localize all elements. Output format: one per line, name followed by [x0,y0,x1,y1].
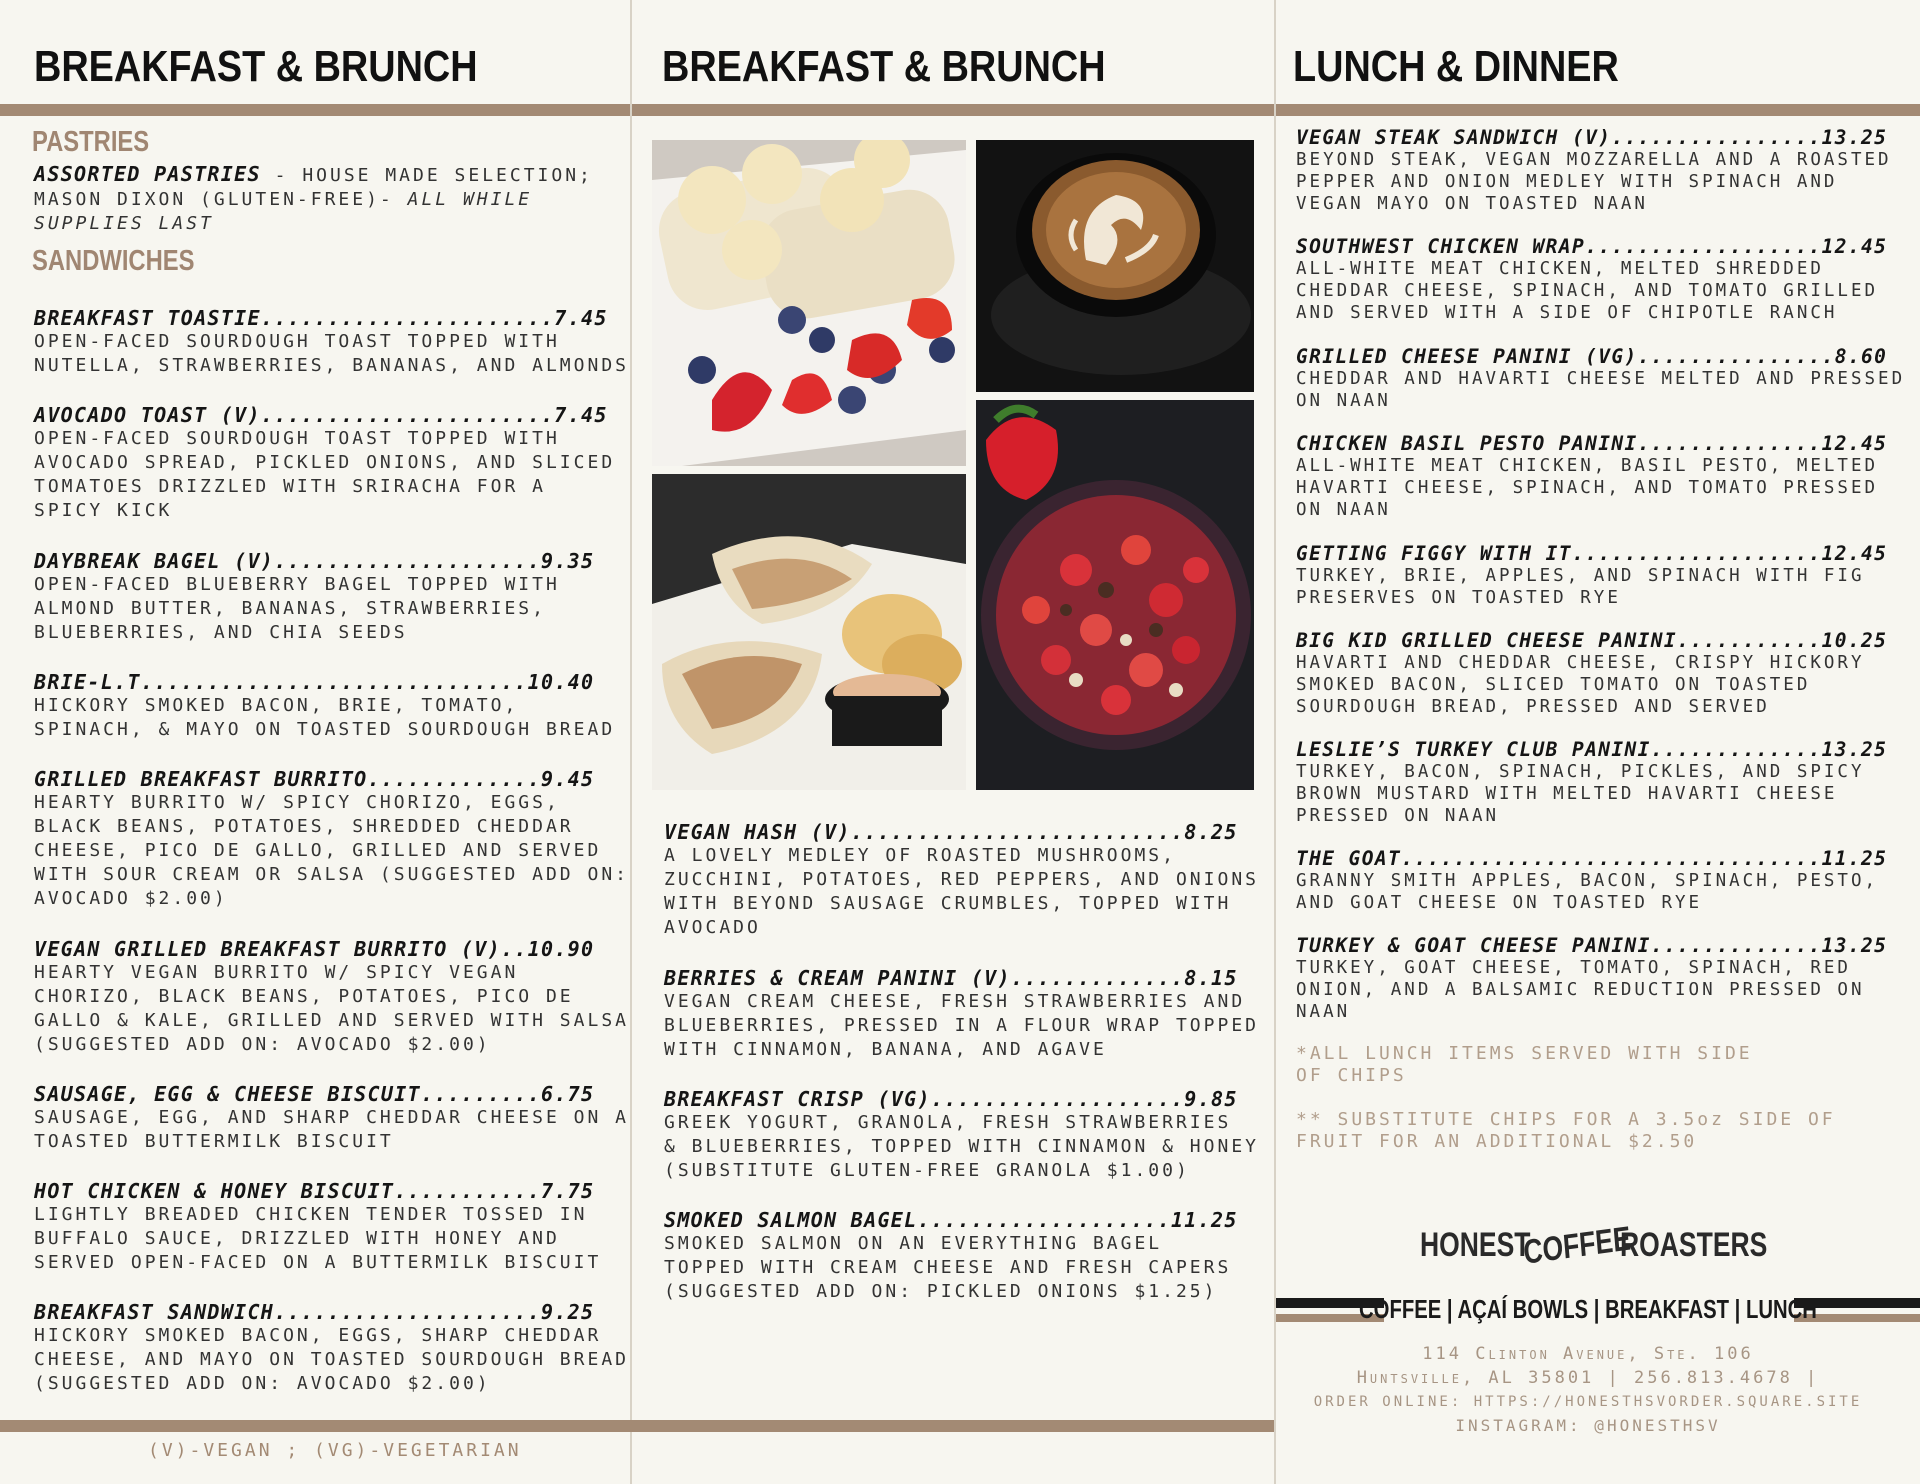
menu-item-description: ALL-WHITE MEAT CHICKEN, BASIL PESTO, MELTED HAVARTI CHEESE, SPINACH, AND TOMATO PRESSED ON NAAN [1296,456,1879,520]
menu-item-description: TURKEY, BACON, SPINACH, PICKLES, AND SPICY BROWN MUSTARD WITH MELTED HAVARTI CHEESE PRESSED ON NAAN [1296,762,1865,826]
chips-note: *ALL LUNCH ITEMS SERVED WITH SIDE OF CHIPS [1296,1043,1753,1086]
menu-item [34,767,629,911]
menu-item-title: AVOCADO TOAST (V)......................7.45 [34,403,608,427]
menu-item-title: TURKEY & GOAT CHEESE PANINI.............13.25 [1296,934,1888,957]
tagline: COFFEE | AÇAÍ BOWLS | BREAKFAST | LUNCH [1359,1294,1817,1324]
address-line: Huntsville, AL 35801 | 256.813.4678 | [1356,1368,1820,1388]
header-divider [0,104,630,116]
section-title-pastries: PASTRIES [32,126,150,158]
footer-divider [0,1420,1274,1432]
menu-item-description: HICKORY SMOKED BACON, BRIE, TOMATO, SPINACH, & MAYO ON TOASTED SOURDOUGH BREAD [34,695,616,740]
menu-item [34,1082,629,1154]
pastries-item-text: ALL WHILE [407,189,533,210]
menu-item [34,670,615,742]
menu-item-title: VEGAN HASH (V).........................8.25 [664,820,1238,844]
fruit-substitute-note: ** SUBSTITUTE CHIPS FOR A 3.5oz SIDE OF FRUIT FOR AN ADDITIONAL $2.50 [1296,1109,1836,1152]
menu-item-title: CHICKEN BASIL PESTO PANINI..............12.45 [1296,432,1888,455]
menu-item-title: BIG KID GRILLED CHEESE PANINI...........10.25 [1296,629,1888,652]
menu-item [1296,433,1887,521]
menu-item-description: SAUSAGE, EGG, AND SHARP CHEDDAR CHEESE ON A TOASTED BUTTERMILK BISCUIT [34,1107,629,1152]
menu-item [1296,543,1887,609]
menu-item-title: SMOKED SALMON BAGEL...................11.25 [664,1208,1238,1232]
menu-item [664,820,1259,940]
menu-item-title: BRIE-L.T.............................10.40 [34,670,595,694]
menu-item-description: OPEN-FACED SOURDOUGH TOAST TOPPED WITH AVOCADO SPREAD, PICKLED ONIONS, AND SLICED TOMATOES DRIZZLED WITH SRIRACHA FOR A SPICY KICK [34,428,616,521]
menu-item-description: HEARTY BURRITO W/ SPICY CHORIZO, EGGS, BLACK BEANS, POTATOES, SHREDDED CHEDDAR CHEESE, PICO DE GALLO, GRILLED AND SERVED WITH SOUR CREAM OR SALSA (SUGGESTED ADD ON: AVOCADO $2.00) [34,792,629,909]
menu-item [34,549,594,645]
instagram-handle[interactable]: INSTAGRAM: @HONESTHSV [1455,1416,1721,1435]
menu-item [34,306,629,378]
page-title: BREAKFAST & BRUNCH [662,42,1106,91]
menu-item [1296,935,1887,1023]
menu-item-description: VEGAN CREAM CHEESE, FRESH STRAWBERRIES AND BLUEBERRIES, PRESSED IN A FLOUR WRAP TOPPED WITH CINNAMON, BANANA, AND AGAVE [664,991,1259,1060]
header-divider [1276,104,1920,116]
menu-item-description: GREEK YOGURT, GRANOLA, FRESH STRAWBERRIES & BLUEBERRIES, TOPPED WITH CINNAMON & HONEY (SUBSTITUTE GLUTEN-FREE GRANOLA $1.00) [664,1112,1259,1181]
pastries-item-text: - HOUSE MADE SELECTION; [260,165,593,186]
brand-logo [1276,1218,1920,1278]
page-title: LUNCH & DINNER [1293,42,1619,91]
menu-item-description: TURKEY, BRIE, APPLES, AND SPINACH WITH FIG PRESERVES ON TOASTED RYE [1296,566,1865,608]
menu-item [1296,236,1887,324]
pastries-item-text: SUPPLIES LAST [34,213,214,234]
pastries-item-text: MASON DIXON (GLUTEN-FREE)- [34,189,408,210]
menu-item-title: HOT CHICKEN & HONEY BISCUIT...........7.75 [34,1179,595,1203]
menu-item [1296,739,1887,827]
menu-item-title: BREAKFAST SANDWICH....................9.25 [34,1300,595,1324]
menu-item [664,966,1259,1062]
menu-item [664,1087,1259,1183]
pastries-item-name: ASSORTED PASTRIES [34,162,261,186]
menu-item-title: DAYBREAK BAGEL (V)....................9.35 [34,549,595,573]
menu-item [34,937,629,1057]
photo-acai-bowl [976,400,1254,790]
menu-item-title: BREAKFAST TOASTIE......................7.45 [34,306,608,330]
menu-item-description: OPEN-FACED SOURDOUGH TOAST TOPPED WITH NUTELLA, STRAWBERRIES, BANANAS, AND ALMONDS [34,331,629,376]
dietary-legend: (V)-VEGAN ; (VG)-VEGETARIAN [148,1440,522,1461]
menu-item-description: HAVARTI AND CHEDDAR CHEESE, CRISPY HICKORY SMOKED BACON, SLICED TOMATO ON TOASTED SOURDOUGH BREAD, PRESSED AND SERVED [1296,653,1865,717]
menu-item-description: SMOKED SALMON ON AN EVERYTHING BAGEL TOPPED WITH CREAM CHEESE AND FRESH CAPERS (SUGGESTED ADD ON: PICKLED ONIONS $1.25) [664,1233,1232,1302]
menu-item [34,1179,601,1275]
menu-item-description: BEYOND STEAK, VEGAN MOZZARELLA AND A ROASTED PEPPER AND ONION MEDLEY WITH SPINACH AND VEGAN MAYO ON TOASTED NAAN [1296,150,1892,214]
column-divider [630,0,632,1484]
menu-item-title: BERRIES & CREAM PANINI (V).............8.15 [664,966,1238,990]
logo-word-roasters: ROASTERS [1620,1226,1768,1264]
menu-item-description: CHEDDAR AND HAVARTI CHEESE MELTED AND PRESSED ON NAAN [1296,369,1906,411]
photo-latte [976,140,1254,392]
logo-word-honest: HONEST [1420,1226,1531,1264]
menu-item-description: OPEN-FACED BLUEBERRY BAGEL TOPPED WITH ALMOND BUTTER, BANANAS, STRAWBERRIES, BLUEBERRIES, AND CHIA SEEDS [34,574,560,643]
menu-item-title: BREAKFAST CRISP (VG)...................9.85 [664,1087,1238,1111]
logo-word-coffee: COFFEE [1522,1219,1633,1272]
menu-item-description: GRANNY SMITH APPLES, BACON, SPINACH, PESTO, AND GOAT CHEESE ON TOASTED RYE [1296,871,1879,913]
order-online-link[interactable]: ORDER ONLINE: HTTPS://HONESTHSVORDER.SQUARE.SITE [1313,1394,1863,1410]
menu-item [1296,346,1905,412]
menu-item [34,403,615,523]
menu-item-title: THE GOAT................................11.25 [1296,847,1888,870]
pastries-description [34,162,593,236]
menu-item-description: HEARTY VEGAN BURRITO W/ SPICY VEGAN CHORIZO, BLACK BEANS, POTATOES, PICO DE GALLO & KALE, GRILLED AND SERVED WITH SALSA (SUGGESTED ADD ON: AVOCADO $2.00) [34,962,629,1055]
menu-item [1296,127,1892,215]
menu-item-title: SOUTHWEST CHICKEN WRAP..................12.45 [1296,235,1888,258]
menu-item [1296,630,1887,718]
menu-item-description: LIGHTLY BREADED CHICKEN TENDER TOSSED IN BUFFALO SAUCE, DRIZZLED WITH HONEY AND SERVED OPEN-FACED ON A BUTTERMILK BISCUIT [34,1204,602,1273]
menu-item-title: SAUSAGE, EGG & CHEESE BISCUIT.........6.75 [34,1082,595,1106]
photo-crepes [652,140,966,466]
menu-item-title: VEGAN STEAK SANDWICH (V)................13.25 [1296,126,1888,149]
section-title-sandwiches: SANDWICHES [32,245,195,277]
menu-item-description: TURKEY, GOAT CHEESE, TOMATO, SPINACH, RED ONION, AND A BALSAMIC REDUCTION PRESSED ON NAAN [1296,958,1865,1022]
menu-item-title: VEGAN GRILLED BREAKFAST BURRITO (V)..10.90 [34,937,595,961]
menu-item-title: GETTING FIGGY WITH IT...................12.45 [1296,542,1888,565]
menu-item-title: GRILLED BREAKFAST BURRITO.............9.45 [34,767,595,791]
menu-item-title: GRILLED CHEESE PANINI (VG)...............8.60 [1296,345,1888,368]
menu-item [1296,848,1887,914]
address-line: 114 Clinton Avenue, Ste. 106 [1422,1344,1754,1364]
menu-item-description: ALL-WHITE MEAT CHICKEN, MELTED SHREDDED CHEDDAR CHEESE, SPINACH, AND TOMATO GRILLED AND SERVED WITH A SIDE OF CHIPOTLE RANCH [1296,259,1879,323]
page-title: BREAKFAST & BRUNCH [34,42,478,91]
header-divider [632,104,1274,116]
menu-item-description: HICKORY SMOKED BACON, EGGS, SHARP CHEDDAR CHEESE, AND MAYO ON TOASTED SOURDOUGH BREAD (SUGGESTED ADD ON: AVOCADO $2.00) [34,1325,629,1394]
menu-item-description: A LOVELY MEDLEY OF ROASTED MUSHROOMS, ZUCCHINI, POTATOES, RED PEPPERS, AND ONIONS WITH BEYOND SAUSAGE CRUMBLES, TOPPED WITH AVOCADO [664,845,1259,938]
menu-item-title: LESLIE’S TURKEY CLUB PANINI.............13.25 [1296,738,1888,761]
photo-wrap [652,474,966,790]
menu-item [664,1208,1238,1304]
menu-item [34,1300,629,1396]
